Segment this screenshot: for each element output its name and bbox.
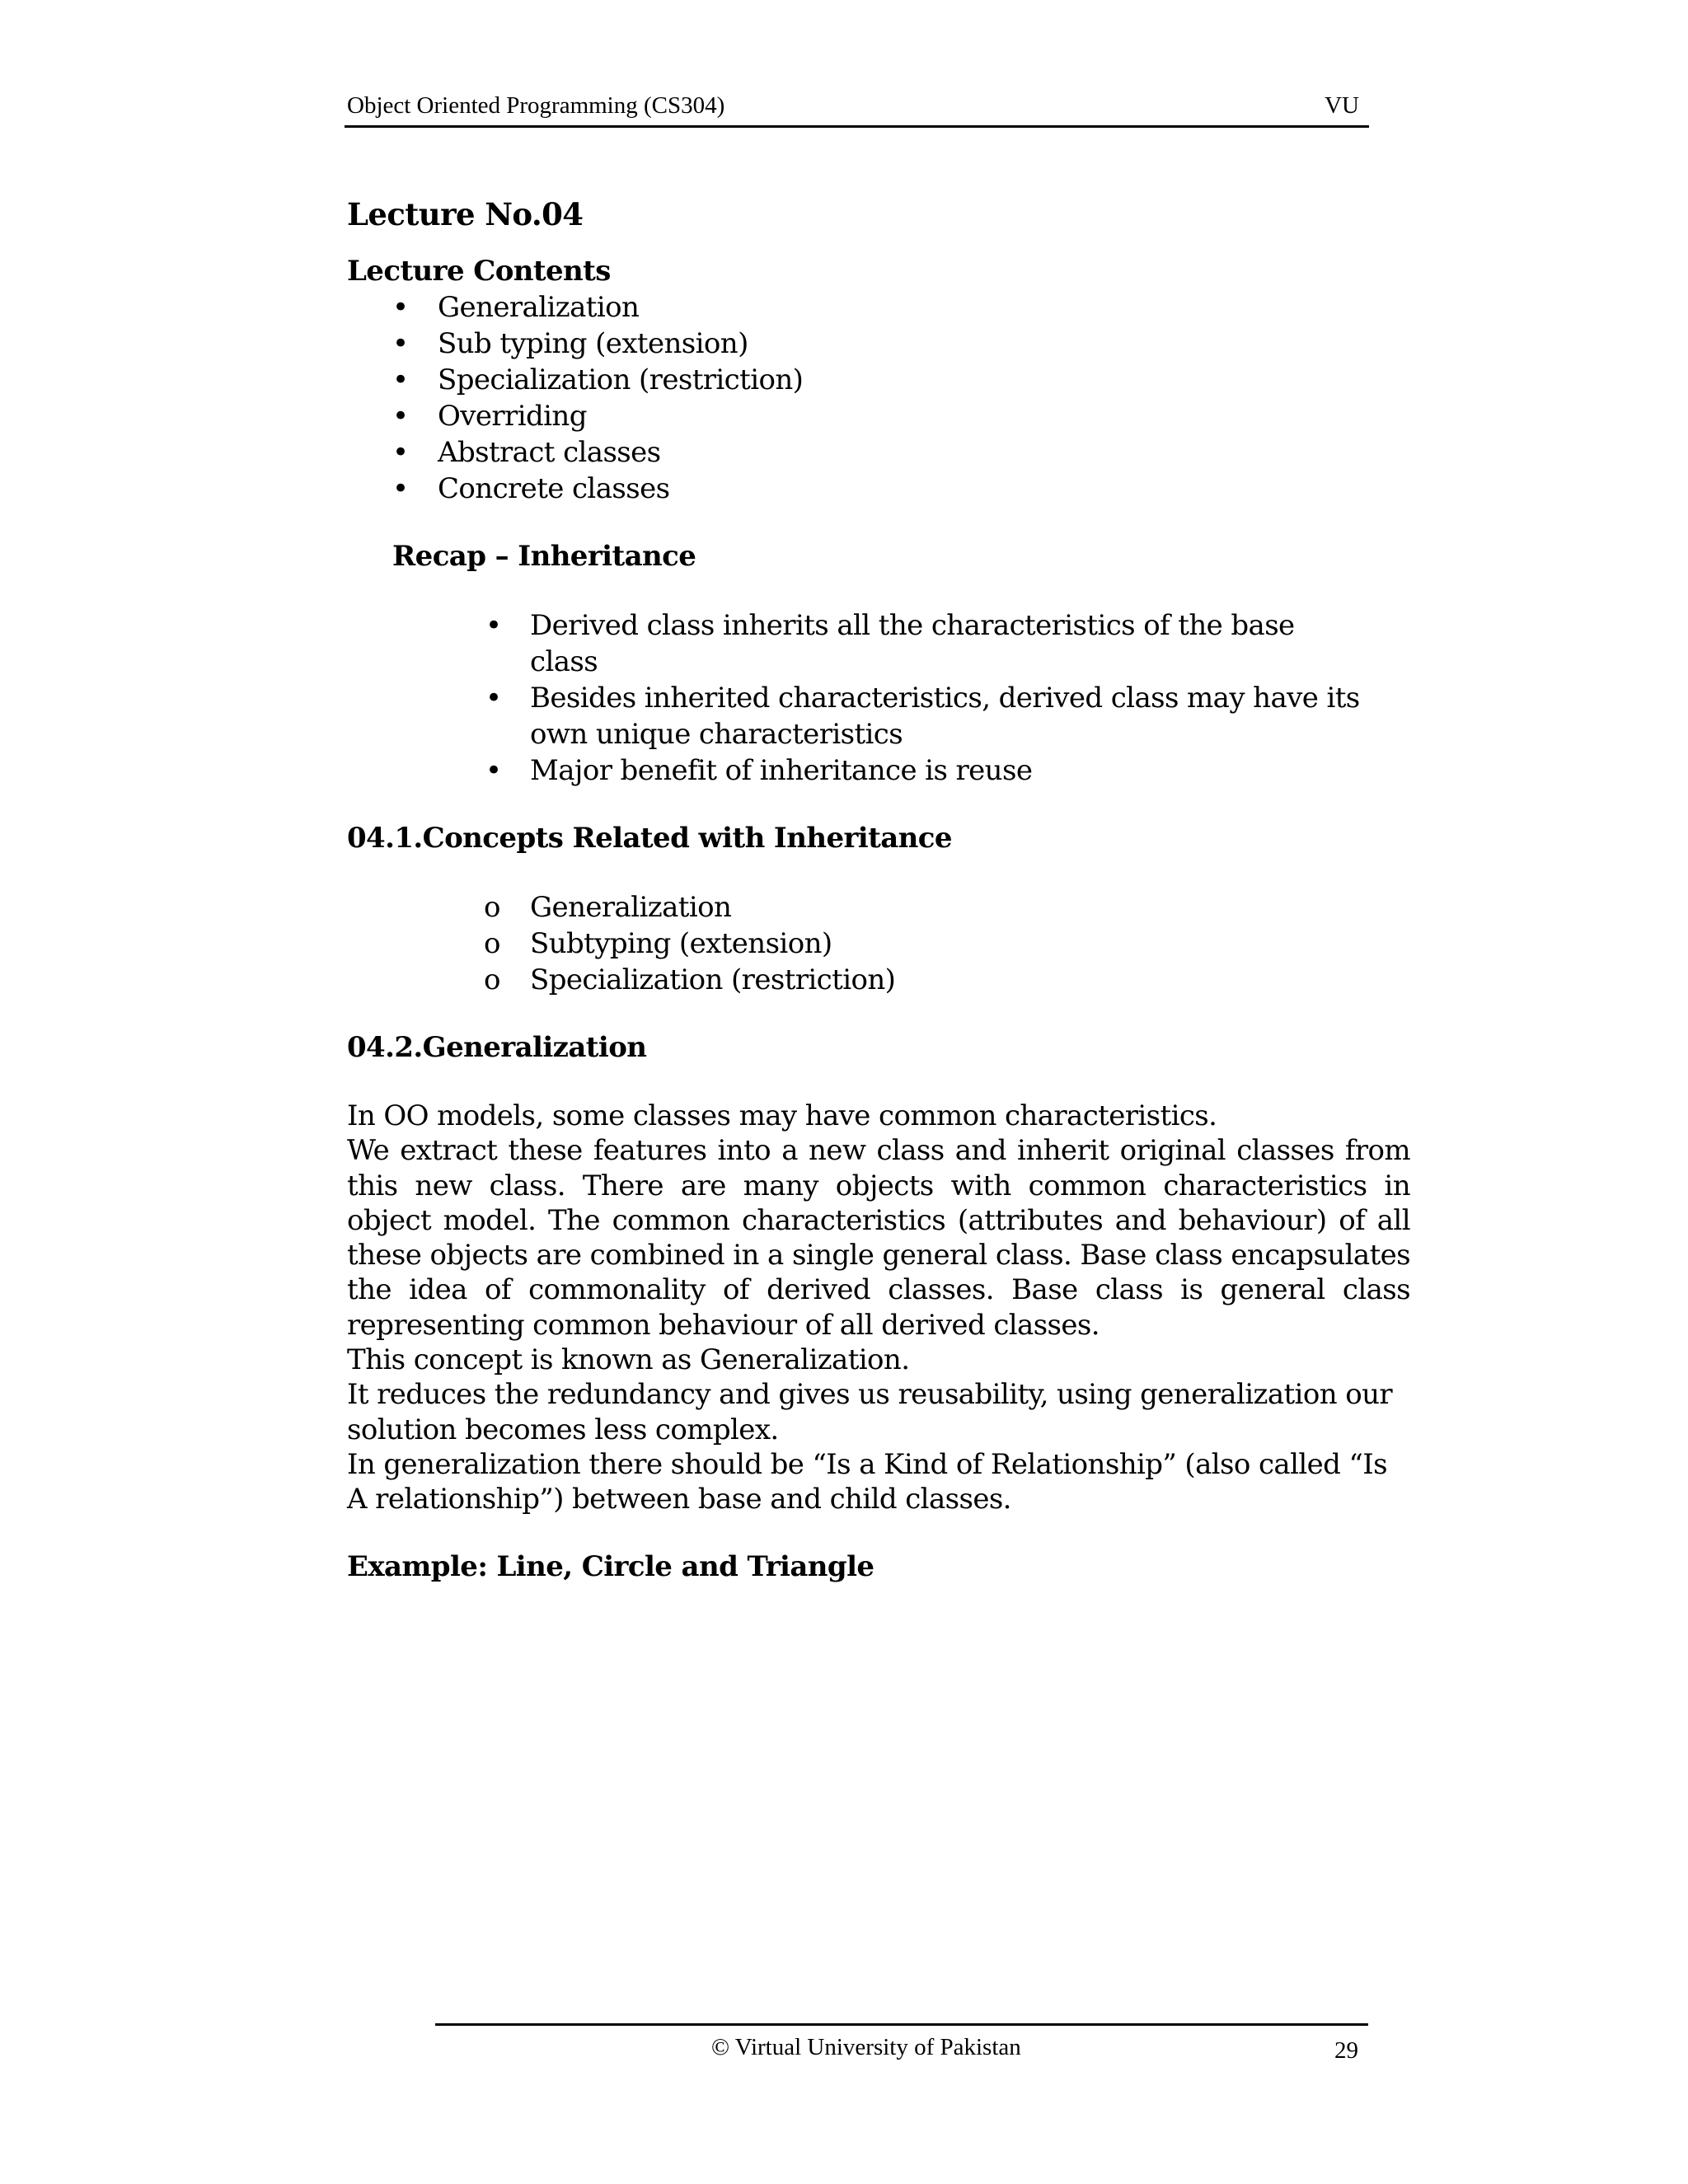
example-heading: Example: Line, Circle and Triangle — [347, 1549, 874, 1583]
list-item-text: Overriding — [438, 400, 587, 433]
list-item — [347, 889, 1410, 926]
bullet-icon: • — [392, 327, 409, 360]
page-number: 29 — [1334, 2037, 1358, 2064]
document-body — [347, 185, 1410, 1585]
course-title: Object Oriented Programming (CS304) — [347, 92, 725, 119]
list-item-text: Besides inherited characteristics, derived class may have its own unique characteristics — [530, 682, 1360, 751]
lecture-title: Lecture No.04 — [347, 196, 584, 232]
recap-list — [347, 607, 1410, 789]
list-item-text: Concrete classes — [438, 472, 670, 505]
list-item-text: Sub typing (extension) — [438, 327, 748, 360]
list-item — [347, 607, 1410, 680]
bullet-icon: • — [392, 400, 409, 433]
list-item — [347, 471, 1410, 507]
copyright-text: © Virtual University of Pakistan — [711, 2034, 1021, 2060]
circle-bullet-icon: o — [484, 963, 500, 996]
circle-bullet-icon: o — [484, 891, 500, 924]
paragraph: In generalization there should be “Is a Kind of Relationship” (also called “Is A relationship”) between base and child classes. — [347, 1447, 1387, 1516]
list-item-text: Specialization (restriction) — [438, 363, 804, 396]
list-item — [347, 289, 1410, 326]
section-heading-concepts: 04.1.Concepts Related with Inheritance — [347, 822, 952, 855]
generalization-text — [347, 1099, 1410, 1517]
bullet-icon: • — [485, 682, 502, 715]
bullet-icon: • — [485, 609, 502, 642]
list-item — [347, 926, 1410, 962]
list-item — [347, 398, 1410, 434]
list-item — [347, 326, 1410, 362]
list-item — [347, 434, 1410, 471]
list-item-text: Abstract classes — [438, 436, 661, 469]
list-item-text: Specialization (restriction) — [530, 963, 896, 996]
institution-label: VU — [1325, 92, 1359, 119]
paragraph: It reduces the redundancy and gives us reusability, using generalization our solution becomes less complex. — [347, 1378, 1393, 1446]
recap-heading: Recap – Inheritance — [392, 540, 696, 573]
page-header — [345, 91, 1369, 128]
bullet-icon: • — [392, 291, 409, 324]
list-item — [347, 752, 1410, 789]
list-item-text: Subtyping (extension) — [530, 927, 832, 960]
list-item-text: Derived class inherits all the characteristics of the base class — [530, 609, 1295, 678]
list-item-text: Generalization — [530, 891, 732, 924]
paragraph: In OO models, some classes may have common characteristics. — [347, 1099, 1217, 1132]
lecture-contents-heading: Lecture Contents — [347, 255, 611, 288]
bullet-icon: • — [392, 363, 409, 396]
paragraph: We extract these features into a new class and inherit original classes from this new class. There are many objects with common characteristics in object model. The common characteristics (attributes and behaviour) of all these objects are combined in a single general class. Base class encapsulates the idea of commonality of derived classes. Base class is general class representing common behaviour of all derived classes. — [347, 1134, 1410, 1342]
list-item-text: Major benefit of inheritance is reuse — [530, 754, 1033, 787]
paragraph: This concept is known as Generalization. — [347, 1343, 910, 1377]
section-heading-generalization: 04.2.Generalization — [347, 1031, 647, 1064]
list-item — [347, 362, 1410, 398]
lecture-contents-list — [347, 289, 1410, 507]
bullet-icon: • — [392, 436, 409, 469]
circle-bullet-icon: o — [484, 927, 500, 960]
bullet-icon: • — [392, 472, 409, 505]
list-item-text: Generalization — [438, 291, 640, 324]
concepts-list — [347, 889, 1410, 998]
bullet-icon: • — [485, 754, 502, 787]
page-footer — [435, 2023, 1368, 2075]
list-item — [347, 962, 1410, 998]
list-item — [347, 680, 1410, 752]
